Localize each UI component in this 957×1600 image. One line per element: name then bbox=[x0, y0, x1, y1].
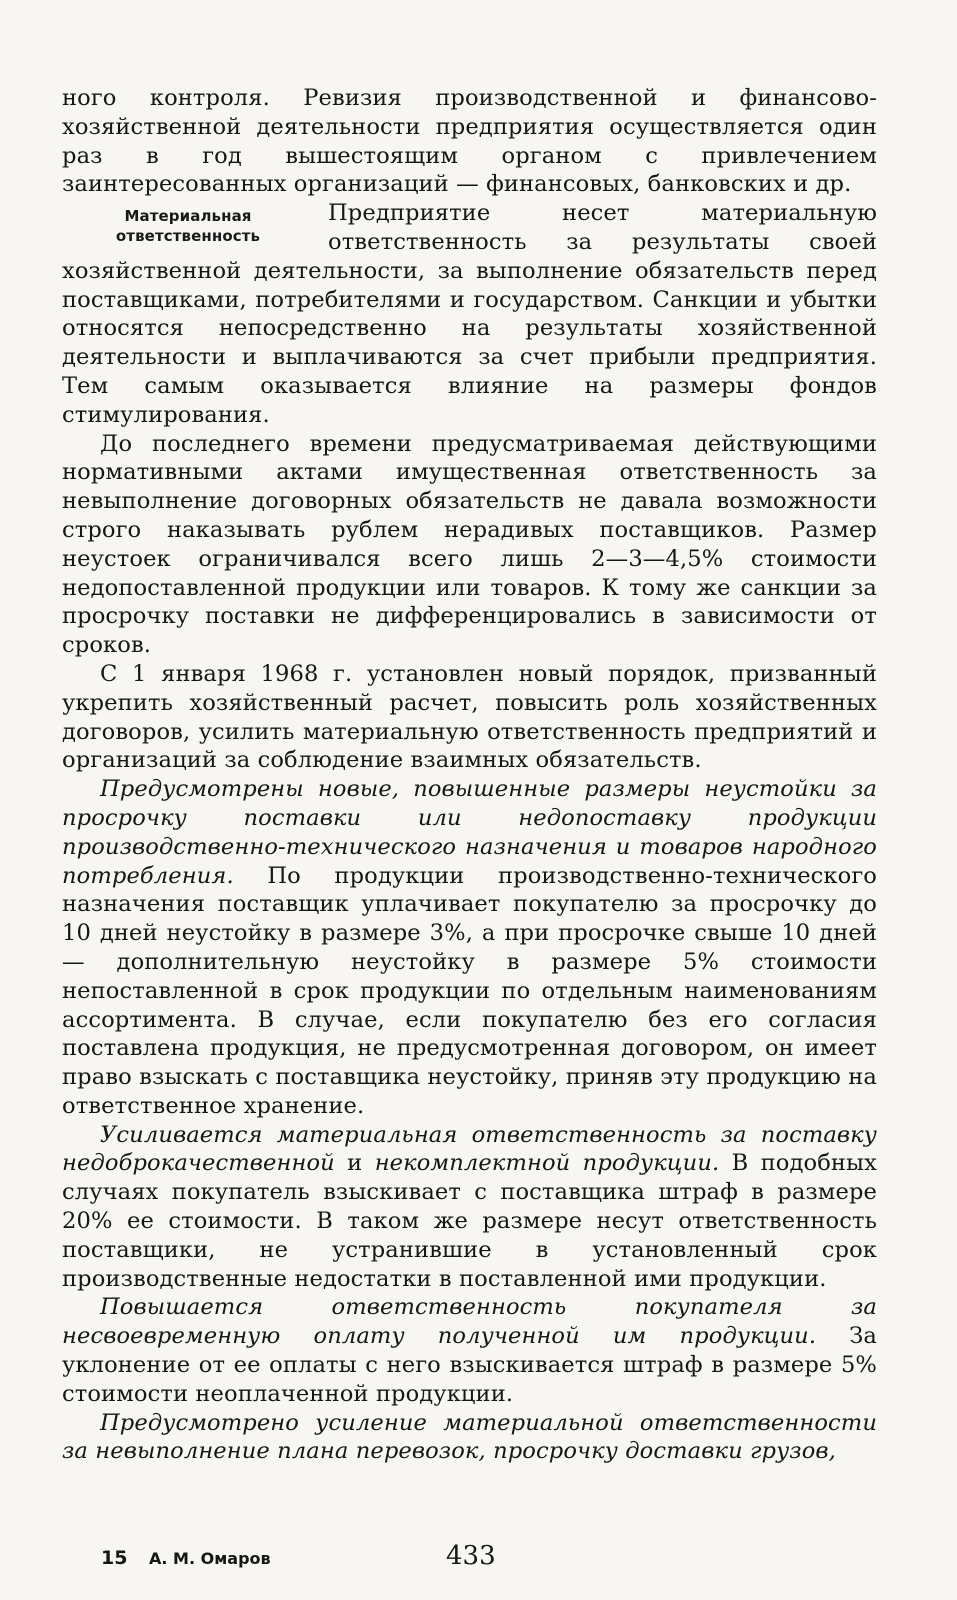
paragraph-buyer-payment bbox=[62, 1293, 877, 1408]
paragraph-new-order: С 1 января 1968 г. установлен новый порядок, призванный укрепить хозяйственный расчет, повысить роль хозяйственных договоров, усилить материальную ответственность предприятий и организаций за соблюдение взаимных обязательств. bbox=[62, 660, 877, 774]
page-body bbox=[62, 84, 877, 1466]
conjunction: и bbox=[334, 1150, 375, 1177]
page-footer bbox=[101, 1541, 821, 1577]
italic-lead-payment: Повышается ответственность покупателя за несвоевременную оплату полученной им продукции. bbox=[62, 1294, 877, 1350]
paragraph-previous-rules: До последнего времени предусматриваемая действующими нормативными актами имущественная ответственность за невыполнение договорных обязательств не давала возможности строго наказывать рублем нерадивых поставщиков. Размер неустоек ограничивался всего лишь 2—3—4,5% стоимости недопоставленной продукции или товаров. К тому же санкции за просрочку поставки не дифференцировались в зависимости от сроков. bbox=[62, 430, 877, 659]
page-number: 433 bbox=[446, 1541, 496, 1571]
side-heading-line-2: ответственность bbox=[115, 227, 261, 246]
page-text bbox=[62, 84, 877, 1466]
signature-number: 15 bbox=[101, 1547, 128, 1569]
section-material-responsibility bbox=[62, 199, 877, 429]
paragraph-quality-text: В подобных случаях покупатель взыскивает с поставщика штраф в размере 20% ее стоимости. В таком же размере несут ответственность поставщики, не устранившие в установленный срок производственные недостатки в поставленной ими продукции. bbox=[62, 1150, 877, 1292]
side-heading-line-1: Материальная bbox=[124, 207, 252, 226]
signature-author: А. М. Омаров bbox=[149, 1549, 271, 1568]
side-heading bbox=[62, 199, 314, 246]
paragraph-penalties bbox=[62, 775, 877, 1121]
italic-lead-penalties: Предусмотрены новые, повышенные размеры неустойки за просрочку поставки или недопоставку продукции производственно-технического назначения и товаров народного потребления. bbox=[62, 776, 877, 889]
italic-lead-transport: Предусмотрено усиление материальной ответственности за невыполнение плана перевозок, просрочку доставки грузов, bbox=[62, 1409, 877, 1465]
italic-lead-quality-b: некомплектной продукции. bbox=[374, 1150, 720, 1177]
paragraph-responsibility: Предприятие несет материальную ответственность за результаты своей хозяйственной деятельности, за выполнение обязательств перед поставщиками, потребителями и государством. Санкции и убытки относятся непосредственно на результаты хозяйственной деятельности и выплачиваются за счет прибыли предприятия. Тем самым оказывается влияние на размеры фондов стимулирования. bbox=[62, 200, 877, 428]
paragraph-continuation: ного контроля. Ревизия производственной и финансово-хозяйственной деятельности предприятия осуществляется один раз в год вышестоящим органом с привлечением заинтересованных организаций — финансовых, банковских и др. bbox=[62, 85, 877, 198]
paragraph-quality bbox=[62, 1121, 877, 1294]
paragraph-payment-text: За уклонение от ее оплаты с него взыскивается штраф в размере 5% стоимости неоплаченной продукции. bbox=[62, 1323, 877, 1407]
paragraph-penalties-text: По продукции производственно-технического назначения поставщик уплачивает покупателю за просрочку до 10 дней неустойку в размере 3%, а при просрочке свыше 10 дней — дополнительную неустойку в размере 5% стоимости непоставленной в срок продукции по отдельным наименованиям ассортимента. В случае, если покупателю без его согласия поставлена продукция, не предусмотренная договором, он имеет право взыскать с поставщика неустойку, приняв эту продукцию на ответственное хранение. bbox=[62, 862, 877, 1119]
italic-lead-quality-a: Усиливается материальная ответственность за поставку недоброкачественной bbox=[62, 1121, 877, 1177]
paragraph-transport bbox=[62, 1409, 877, 1467]
